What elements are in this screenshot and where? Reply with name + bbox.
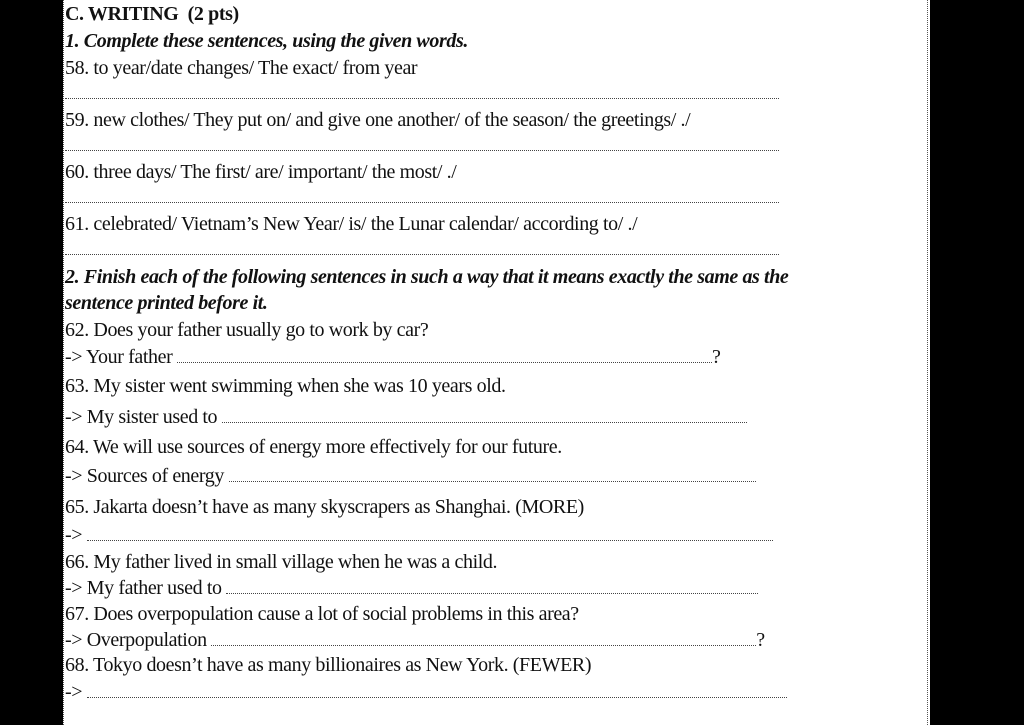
rewrite-prompt: -> My father used to — [65, 577, 222, 599]
answer-line-58[interactable] — [65, 98, 779, 99]
section-title: C. WRITING — [65, 3, 179, 25]
rewrite-prompt: -> Sources of energy — [65, 465, 224, 487]
question-61: 61. celebrated/ Vietnam’s New Year/ is/ the Lunar calendar/ according to/ ./ — [65, 213, 638, 235]
left-black-border — [0, 0, 63, 725]
rewrite-67 — [65, 628, 765, 652]
question-60: 60. three days/ The first/ are/ important/ the most/ ./ — [65, 161, 457, 183]
rewrite-64 — [65, 464, 756, 488]
rewrite-prompt: -> Overpopulation — [65, 629, 207, 651]
answer-line-67[interactable] — [211, 641, 756, 646]
rewrite-prompt: -> My sister used to — [65, 406, 218, 428]
part2-instruction-line2: sentence printed before it. — [65, 292, 268, 314]
rewrite-prompt: -> Your father — [65, 346, 173, 368]
question-58: 58. to year/date changes/ The exact/ from year — [65, 57, 418, 79]
rewrite-end: ? — [711, 346, 721, 368]
answer-line-62[interactable] — [177, 358, 712, 363]
question-63: 63. My sister went swimming when she was 10 years old. — [65, 375, 506, 397]
answer-line-66[interactable] — [226, 589, 758, 594]
answer-line-61[interactable] — [65, 254, 779, 255]
section-heading — [65, 2, 239, 26]
question-64: 64. We will use sources of energy more effectively for our future. — [65, 436, 562, 458]
worksheet-page — [63, 0, 930, 725]
rewrite-prompt: -> — [65, 681, 83, 703]
answer-line-63[interactable] — [222, 418, 747, 423]
answer-line-64[interactable] — [229, 477, 756, 482]
rewrite-63 — [65, 405, 747, 429]
rewrite-prompt: -> — [65, 524, 83, 546]
question-62: 62. Does your father usually go to work by car? — [65, 319, 429, 341]
question-66: 66. My father lived in small village when he was a child. — [65, 551, 498, 573]
rewrite-66 — [65, 576, 758, 600]
answer-line-68[interactable] — [87, 693, 787, 698]
right-black-border — [960, 0, 1024, 725]
part1-instruction: 1. Complete these sentences, using the given words. — [65, 30, 468, 52]
question-65: 65. Jakarta doesn’t have as many skyscrapers as Shanghai. (MORE) — [65, 496, 584, 518]
answer-line-60[interactable] — [65, 202, 779, 203]
section-points: (2 pts) — [187, 3, 239, 25]
rewrite-65 — [65, 523, 773, 547]
page-left-margin-line — [63, 0, 64, 725]
rewrite-62 — [65, 345, 720, 369]
part2-instruction-line1: 2. Finish each of the following sentences in such a way that it means exactly the same as the — [65, 266, 789, 288]
question-68: 68. Tokyo doesn’t have as many billionaires as New York. (FEWER) — [65, 654, 592, 676]
question-59: 59. new clothes/ They put on/ and give one another/ of the season/ the greetings/ ./ — [65, 109, 691, 131]
rewrite-68 — [65, 680, 787, 704]
answer-line-59[interactable] — [65, 150, 779, 151]
rewrite-end: ? — [756, 629, 765, 651]
answer-line-65[interactable] — [87, 536, 773, 541]
page-right-margin-line — [927, 0, 928, 725]
question-67: 67. Does overpopulation cause a lot of social problems in this area? — [65, 603, 579, 625]
